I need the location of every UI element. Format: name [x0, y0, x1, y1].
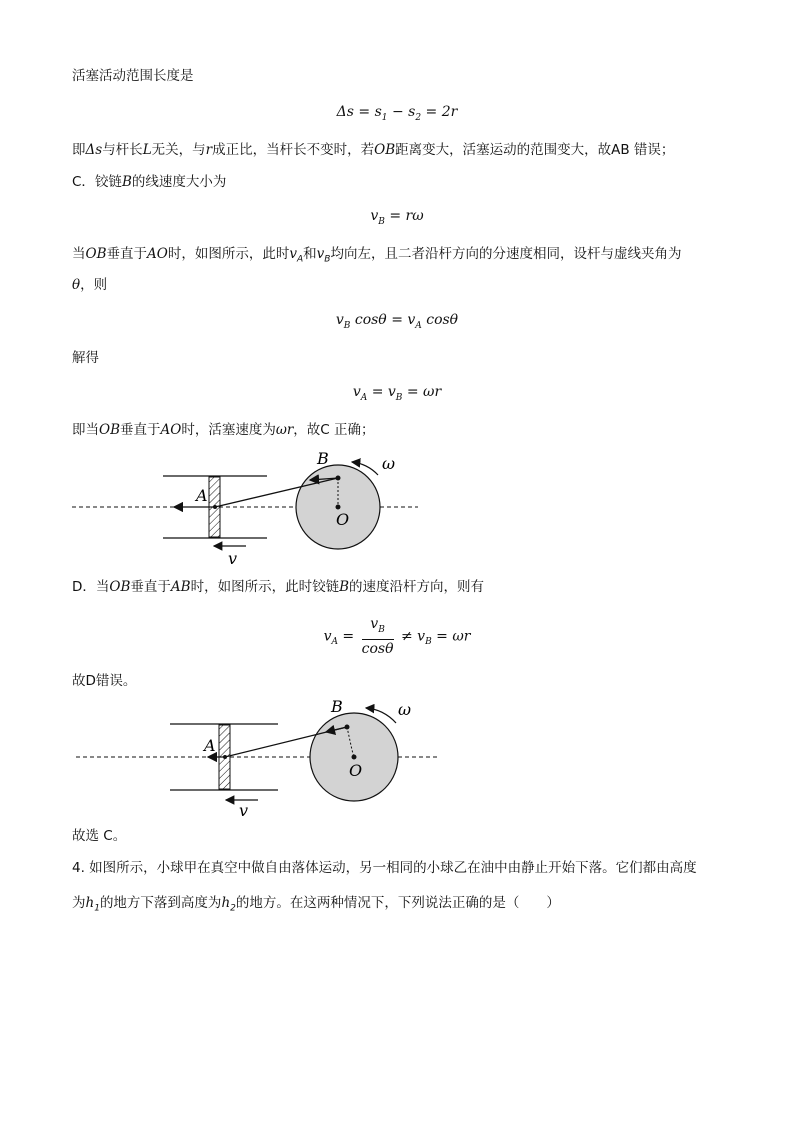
option-d-condition: D．当OB垂直于AB时，如图所示，此时铰链B的速度沿杆方向，则有 [72, 579, 484, 595]
pivot-b [336, 476, 341, 481]
figure-ob-perpendicular-ao [60, 440, 440, 570]
equation-range: $\Delta s = s_1 - s_2 = 2r$ [336, 104, 458, 123]
label-b: B [317, 449, 329, 468]
label-omega: ω [398, 700, 412, 719]
option-c-condition: 当OB垂直于AO时，如图所示，此时$v_A$和$v_B$均向左，且二者沿杆方向的分速度相同，设杆与虚线夹角为 [72, 246, 682, 265]
option-c-intro: C．铰链B的线速度大小为 [72, 174, 227, 190]
pivot-b [345, 725, 350, 730]
solution-label: 解得 [72, 350, 99, 366]
option-d-conclusion: 故D错误。 [72, 673, 137, 689]
label-b: B [331, 697, 343, 716]
equation-velocity-components: $v_B$ $\cos\theta = v_A$ cosθ [335, 312, 459, 331]
range-intro: 活塞活动范围长度是 [72, 68, 194, 84]
range-analysis: 即Δs与杆长L无关，与r成正比，当杆长不变时，若OB距离变大，活塞运动的范围变大，故AB 错误； [72, 142, 675, 158]
equation-vb: $v_B = r\omega$ [370, 208, 424, 227]
label-o: O [349, 761, 363, 780]
pivot-o [336, 505, 341, 510]
option-c-conclusion: 即当OB垂直于AO时，活塞速度为ωr，故C 正确； [72, 422, 375, 438]
answer-line: 故选 C。 [72, 828, 127, 844]
equation-va-vb: $v_A = v_B = \omega r$ [352, 384, 442, 403]
equation-va-fraction: $v_A$ = $\frac{v_B}{\cos\theta}$ ≠ $v_B = \omega r$ [323, 616, 471, 657]
question-4-line-1: 4. 如图所示，小球甲在真空中做自由落体运动，另一相同的小球乙在油中由静止开始下落。它们都由高度 [72, 860, 697, 876]
pivot-a [213, 505, 217, 509]
label-omega: ω [382, 454, 396, 473]
pivot-a [223, 755, 227, 759]
label-v: v [228, 549, 238, 568]
option-c-theta: θ，则 [72, 277, 108, 293]
label-a: A [196, 486, 208, 505]
figure-ob-perpendicular-ab [60, 690, 450, 822]
fraction: $\frac{v_B}{\cos\theta}$ [361, 616, 394, 657]
label-o: O [336, 510, 350, 529]
pivot-o [352, 755, 357, 760]
question-4-line-2: 为$h_1$的地方下落到高度为$h_2$的地方。在这两种情况下，下列说法正确的是（ ） [72, 895, 560, 914]
label-v: v [239, 801, 249, 820]
label-a: A [204, 736, 216, 755]
